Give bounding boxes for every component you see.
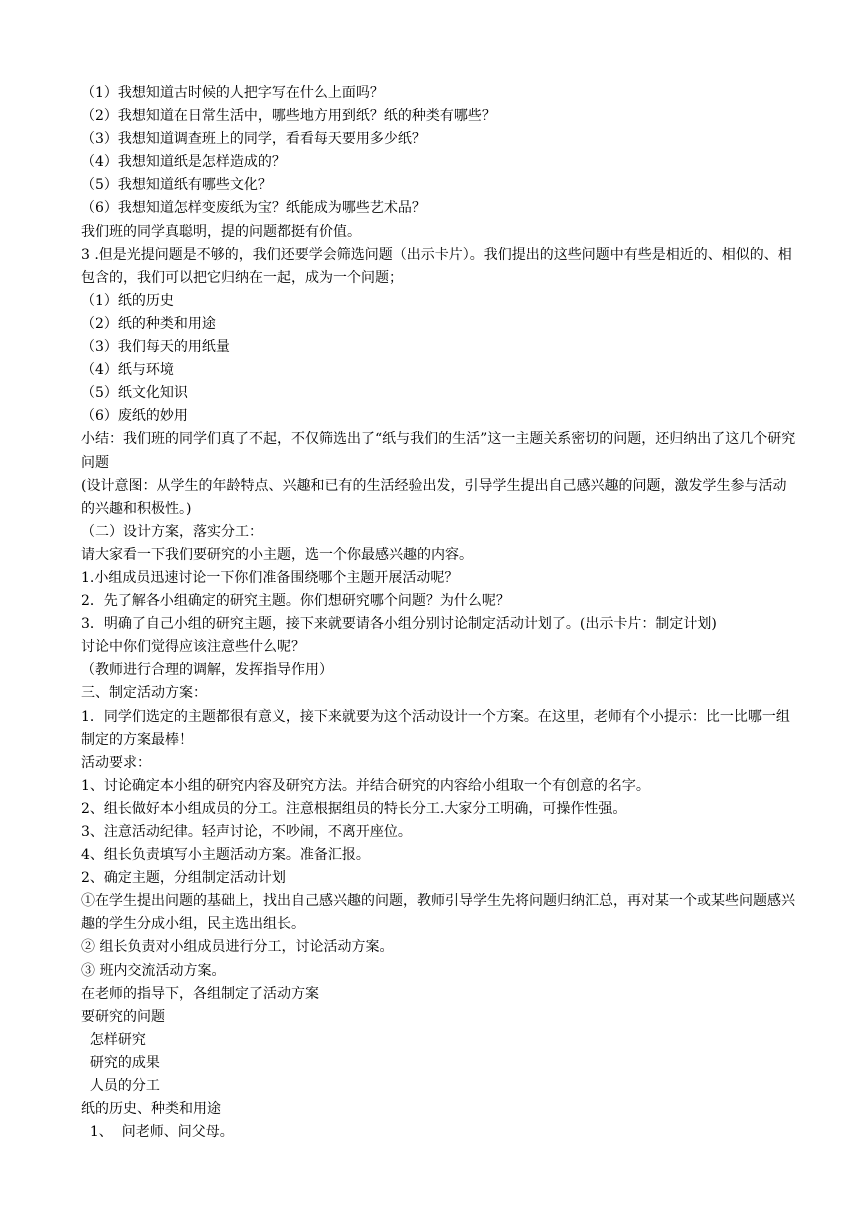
text-line: （二）设计方案，落实分工： — [81, 523, 263, 540]
text-line: （教师进行合理的调解，发挥指导作用） — [81, 662, 333, 679]
text-line: 三、制定活动方案： — [81, 685, 207, 702]
text-line: 活动要求： — [81, 754, 151, 771]
text-line: ② 组长负责对小组成员进行分工，讨论活动方案。 — [81, 939, 394, 956]
text-line: （6）废纸的妙用 — [81, 408, 188, 425]
text-line: 我们班的同学真聪明，提的问题都挺有价值。 — [81, 223, 361, 240]
text-line: （3）我们每天的用纸量 — [81, 339, 230, 356]
text-line: 请大家看一下我们要研究的小主题，选一个你最感兴趣的内容。 — [81, 546, 473, 563]
text-line: 4、组长负责填写小主题活动方案。准备汇报。 — [81, 847, 370, 864]
text-line: （3）我想知道调查班上的同学，看看每天要用多少纸？ — [81, 131, 426, 148]
text-line: 2、确定主题，分组制定活动计划 — [81, 870, 286, 887]
text-line: 1、 问老师、问父母。 — [81, 1124, 234, 1141]
text-line: 纸的历史、种类和用途 — [81, 1101, 221, 1118]
text-line: 1．同学们选定的主题都很有意义，接下来就要为这个活动设计一个方案。在这里，老师有个小提示：比一比哪一组制定的方案最棒！ — [81, 708, 790, 748]
text-line: （5）纸文化知识 — [81, 385, 188, 402]
text-line: （4）我想知道纸是怎样造成的？ — [81, 154, 286, 171]
text-line: （6）我想知道怎样变废纸为宝？纸能成为哪些艺术品？ — [81, 200, 426, 217]
text-line: 1.小组成员迅速讨论一下你们准备围绕哪个主题开展活动呢？ — [81, 569, 459, 586]
text-line: 2．先了解各小组确定的研究主题。你们想研究哪个问题？为什么呢？ — [81, 593, 510, 610]
text-line: 讨论中你们觉得应该注意些什么呢？ — [81, 639, 305, 656]
text-line: （4）纸与环境 — [81, 362, 174, 379]
text-line: （2）纸的种类和用途 — [81, 315, 216, 332]
text-line: （5）我想知道纸有哪些文化？ — [81, 177, 272, 194]
text-line: 要研究的问题 — [81, 1008, 165, 1025]
text-line: 3 .但是光提问题是不够的，我们还要学会筛选问题（出示卡片）。我们提出的这些问题中有些是相近的、相似的、相包含的，我们可以把它归纳在一起，成为一个问题； — [81, 246, 792, 286]
text-line: （1）我想知道古时候的人把字写在什么上面吗？ — [81, 85, 384, 101]
text-line: （1）纸的历史 — [81, 292, 174, 309]
text-line: 怎样研究 — [81, 1031, 146, 1048]
text-line: ③ 班内交流活动方案。 — [81, 962, 226, 979]
text-line: 2、组长做好本小组成员的分工。注意根据组员的特长分工.大家分工明确，可操作性强。 — [81, 800, 627, 817]
text-line: (设计意图：从学生的年龄特点、兴趣和已有的生活经验出发，引导学生提出自己感兴趣的问题，激发学生参与活动的兴趣和积极性。) — [81, 477, 787, 517]
text-line: ①在学生提出问题的基础上，找出自己感兴趣的问题，教师引导学生先将问题归纳汇总，再对某一个或某些问题感兴趣的学生分成小组，民主选出组长。 — [81, 893, 795, 933]
text-line: 小结：我们班的同学们真了不起，不仅筛选出了“纸与我们的生活”这一主题关系密切的问题，还归纳出了这几个研究问题 — [81, 431, 796, 471]
text-line: 3．明确了自己小组的研究主题，接下来就要请各小组分别讨论制定活动计划了。(出示卡片：制定计划) — [81, 616, 717, 633]
text-line: 3、注意活动纪律。轻声讨论，不吵闹，不离开座位。 — [81, 824, 412, 840]
text-line: 在老师的指导下，各组制定了活动方案 — [81, 985, 319, 1002]
text-line: 人员的分工 — [81, 1078, 160, 1095]
text-line: 研究的成果 — [81, 1054, 160, 1071]
text-line: （2）我想知道在日常生活中，哪些地方用到纸？纸的种类有哪些？ — [81, 108, 496, 125]
text-line: 1、讨论确定本小组的研究内容及研究方法。并结合研究的内容给小组取一个有创意的名字。 — [81, 777, 650, 794]
